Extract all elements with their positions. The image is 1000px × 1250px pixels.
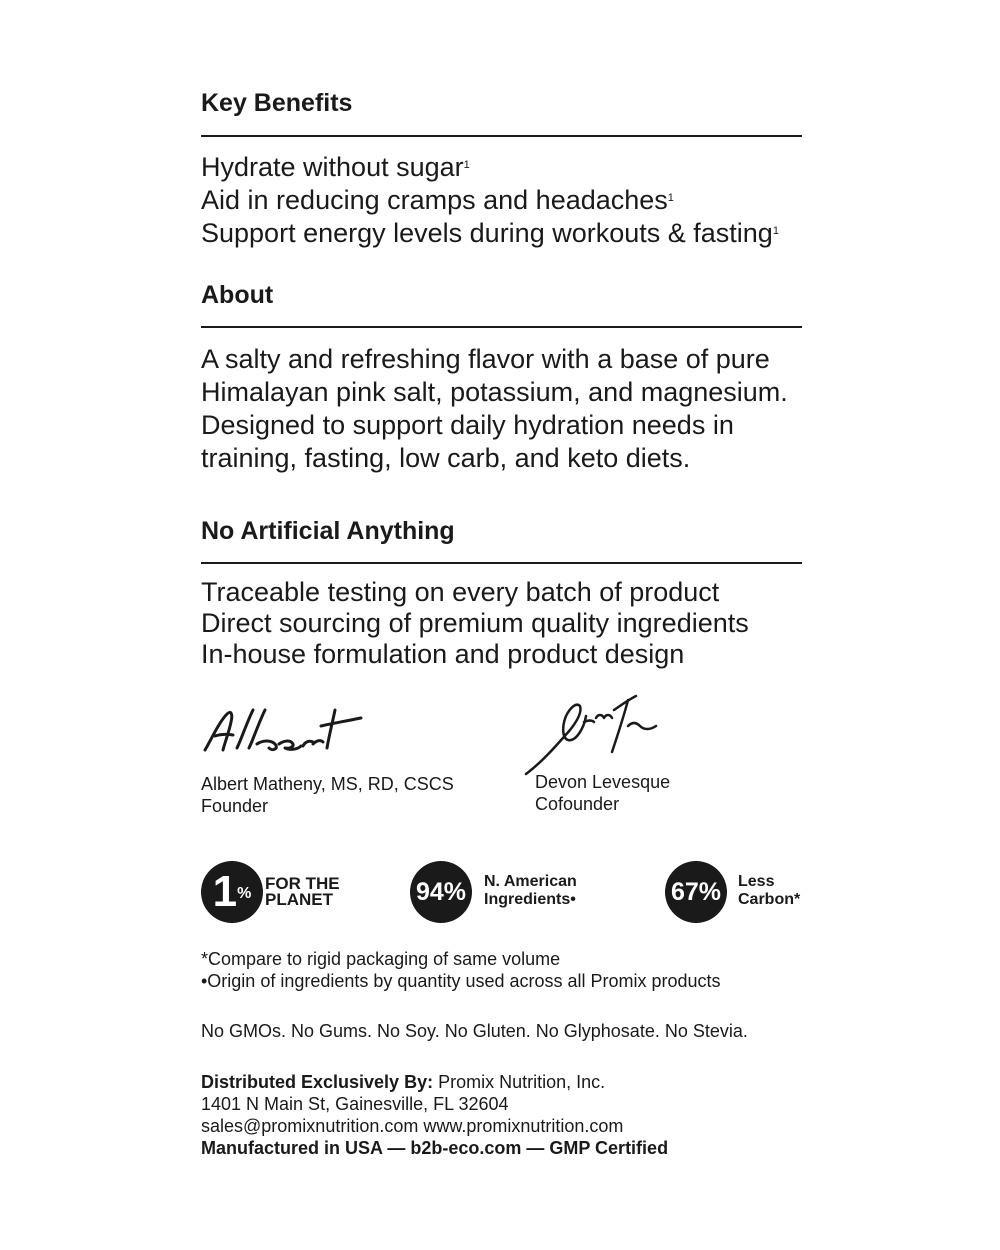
less-carbon-label: Less Carbon*: [738, 873, 801, 908]
distribution-info: [201, 1071, 802, 1159]
cofounder-role: Cofounder: [535, 794, 620, 814]
about-heading: About: [201, 281, 274, 309]
key-benefits-list: [201, 151, 802, 250]
about-line: training, fasting, low carb, and keto diets.: [201, 443, 691, 473]
benefit-item: Hydrate without sugar$^1$: [201, 152, 470, 182]
about-line: Designed to support daily hydration needs in: [201, 410, 734, 440]
founder-name: Albert Matheny, MS, RD, CSCS: [201, 774, 454, 794]
no-artificial-section: [201, 516, 802, 670]
divider: [201, 562, 802, 564]
benefit-item: Support energy levels during workouts & fasting$^1$: [201, 218, 779, 248]
no-artificial-list: [201, 577, 802, 670]
about-line: Himalayan pink salt, potassium, and magnesium.: [201, 377, 788, 407]
american-ingredients-badge-icon: 94%: [410, 861, 472, 923]
founder-signature-block: [201, 700, 454, 817]
no-artificial-line: Direct sourcing of premium quality ingredients: [201, 608, 749, 638]
about-text: [201, 343, 802, 475]
founder-role: Founder: [201, 796, 269, 816]
american-ingredients-label: N. American Ingredients•: [484, 873, 577, 908]
no-artificial-heading: No Artificial Anything: [201, 517, 455, 545]
one-percent-badge-icon: 1 %: [201, 861, 263, 923]
about-section: [201, 280, 802, 475]
devon-signature-icon: [524, 692, 669, 776]
cofounder-signature-block: [524, 692, 670, 815]
key-benefits-section: [201, 88, 802, 250]
divider: [201, 135, 802, 137]
contact: sales@promixnutrition.com www.promixnutrition.com: [201, 1116, 624, 1136]
footnote: •Origin of ingredients by quantity used across all Promix products: [201, 971, 721, 991]
benefit-item: Aid in reducing cramps and headaches$^1$: [201, 185, 674, 215]
footnotes: [201, 948, 802, 992]
address: 1401 N Main St, Gainesville, FL 32604: [201, 1094, 509, 1114]
key-benefits-heading: Key Benefits: [201, 89, 353, 117]
manufactured-line: Manufactured in USA — b2b-eco.com — GMP Certified: [201, 1138, 669, 1158]
claims-text: No GMOs. No Gums. No Soy. No Gluten. No Glyphosate. No Stevia.: [201, 1021, 748, 1041]
footnote: *Compare to rigid packaging of same volume: [201, 949, 561, 969]
divider: [201, 326, 802, 328]
albert-signature-icon: [201, 700, 371, 758]
less-carbon-badge-icon: 67%: [665, 861, 727, 923]
cofounder-name: Devon Levesque: [535, 772, 671, 792]
one-percent-badge-label: FOR THE PLANET: [265, 874, 340, 909]
no-artificial-line: In-house formulation and product design: [201, 639, 685, 669]
distributor-line: Distributed Exclusively By: Promix Nutrition, Inc.: [201, 1072, 606, 1092]
about-line: A salty and refreshing flavor with a base of pure: [201, 344, 770, 374]
no-artificial-line: Traceable testing on every batch of product: [201, 577, 720, 607]
